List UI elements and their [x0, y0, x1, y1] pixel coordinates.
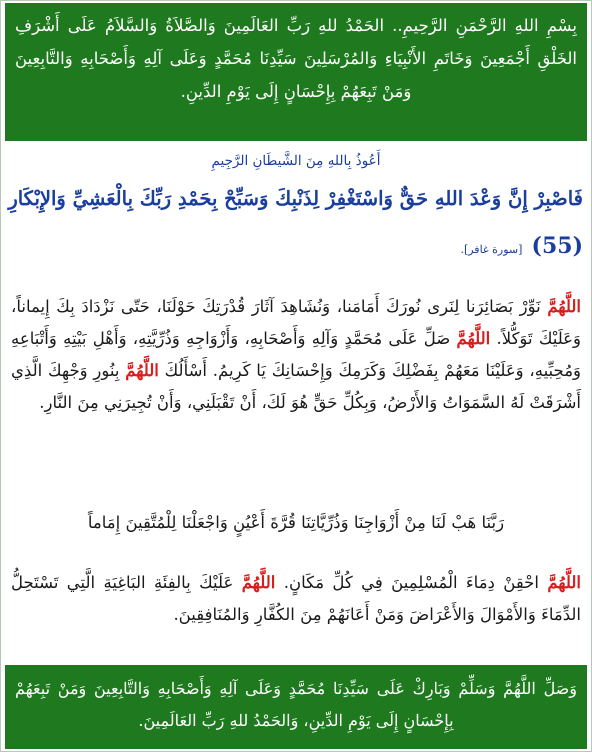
- allahumma-highlight: اللَّهُمَّ: [456, 329, 491, 348]
- header-text: بِسْمِ اللهِ الرَّحْمَنِ الرَّحِيمِ.. الحَمْدُ للهِ رَبِّ العَالَمِينَ وَالصَّلاَةُ وَالسَّلاَمُ عَلَى أَشْرَفِ الخَلْقِ أَجْمَعِينَ وَخَاتَمِ الأَنْبِيَاءِ وَالمُرْسَلِينَ سَيِّدِنَا مُحَمَّدٍ وَعَلَى آلِهِ وَأَصْحَابِهِ وَالتَّابِعِينَ وَمَنْ تَبِعَهُمْ بِإِحْسَانٍ إِلَى يَوْمِ الدِّينِ.: [15, 16, 577, 101]
- dua-paragraph-1: [11, 291, 581, 419]
- quran-verse: فَاصْبِرْ إِنَّ وَعْدَ اللهِ حَقٌّ وَاسْتَغْفِرْ لِذَنْبِكَ وَسَبِّحْ بِحَمْدِ رَبِّكَ بِالْعَشِيِّ وَالإِبْكَارِ: [8, 187, 583, 210]
- surah-name: [سورة غافر].: [460, 243, 523, 256]
- allahumma-highlight: اللَّهُمَّ: [547, 573, 581, 592]
- header-green-box: [5, 3, 587, 141]
- verse-reference: [460, 233, 583, 259]
- dua-text: بِنُورِ وَجْهِكَ الَّذِي أَشْرَقَتْ لَهُ السَّمَوَاتُ وَالأَرْضُ، وَبِكُلِّ حَقٍّ هُوَ لَكَ، أَنْ تَقْبَلَنِي، وَأَنْ تُجِيرَنِي مِنَ النَّارِ.: [11, 361, 581, 412]
- verse-number: (55): [531, 233, 583, 259]
- footer-text: وَصَلِّ اللَّهُمَّ وَسَلِّمْ وَبَارِكْ عَلَى سَيِّدِنَا مُحَمَّدٍ وَعَلَى آلِهِ وَأَصْحَابِهِ وَالتَّابِعِينَ وَمَنْ تَبِعَهُمْ بِإِحْسَانٍ إِلَى يَوْمِ الدِّينِ، وَالحَمْدُ للهِ رَبِّ العَالَمِينَ.: [15, 679, 577, 730]
- dua-text: احْقِنْ دِمَاءَ الْمُسْلِمِينَ فِي كُلِّ مَكَانٍ.: [275, 573, 548, 592]
- dua-paragraph-2: رَبَّنَا هَبْ لَنَا مِنْ أَزْوَاجِنَا وَذُرِّيَّاتِنَا قُرَّةَ أَعْيُنٍ وَاجْعَلْنَا لِلْمُتَّقِينَ إِمَاماً: [87, 513, 505, 532]
- allahumma-highlight: اللَّهُمَّ: [241, 573, 276, 592]
- dua-paragraph-3: [11, 567, 581, 631]
- istiadha: أَعُوذُ بِاللهِ مِنَ الشَّيطَانِ الرَّجِيمِ: [211, 153, 381, 169]
- allahumma-highlight: اللَّهُمَّ: [125, 361, 159, 380]
- dua-text: نَوِّرْ بَصَائِرَنا لِنَرى نُورَكَ أَمَامَنا، وَنُشَاهِدَ آثَارَ قُدْرَتِكَ حَوْلَنَا، حَتّى نَزْدَادَ بِكَ إِيماناً، وَعَلَيْكَ تَوَكُّلاً.: [11, 297, 581, 348]
- dua-text: عَلَيْكَ بِالفِئَةِ البَاغِيَةِ الَّتِي تَسْتَحِلُّ الدِّمَاءَ وَالأَمْوَالَ وَالأَعْرَاضَ وَمَنْ أَعَانَهُمْ مِنَ الكُفَّارِ وَالمُنَافِقِينَ.: [11, 573, 581, 624]
- allahumma-highlight: اللَّهُمَّ: [547, 297, 581, 316]
- footer-green-box: [5, 665, 587, 749]
- dua-text: صَلِّ عَلَى مُحَمَّدٍ وَآلِهِ وَأَصْحَابِهِ، وَأَزْوَاجِهِ وَذُرِّيَّتِهِ، وَأَهْلِ بَيْتِهِ وَأَتْبَاعِهِ وَمُحِبِّيهِ، وَعَلَيْنَا مَعَهُمْ بِفَضْلِكَ وَكَرَمِكَ وَإِحْسَانِكَ يَا كَرِيمُ. أَسْأَلُكَ: [11, 329, 581, 380]
